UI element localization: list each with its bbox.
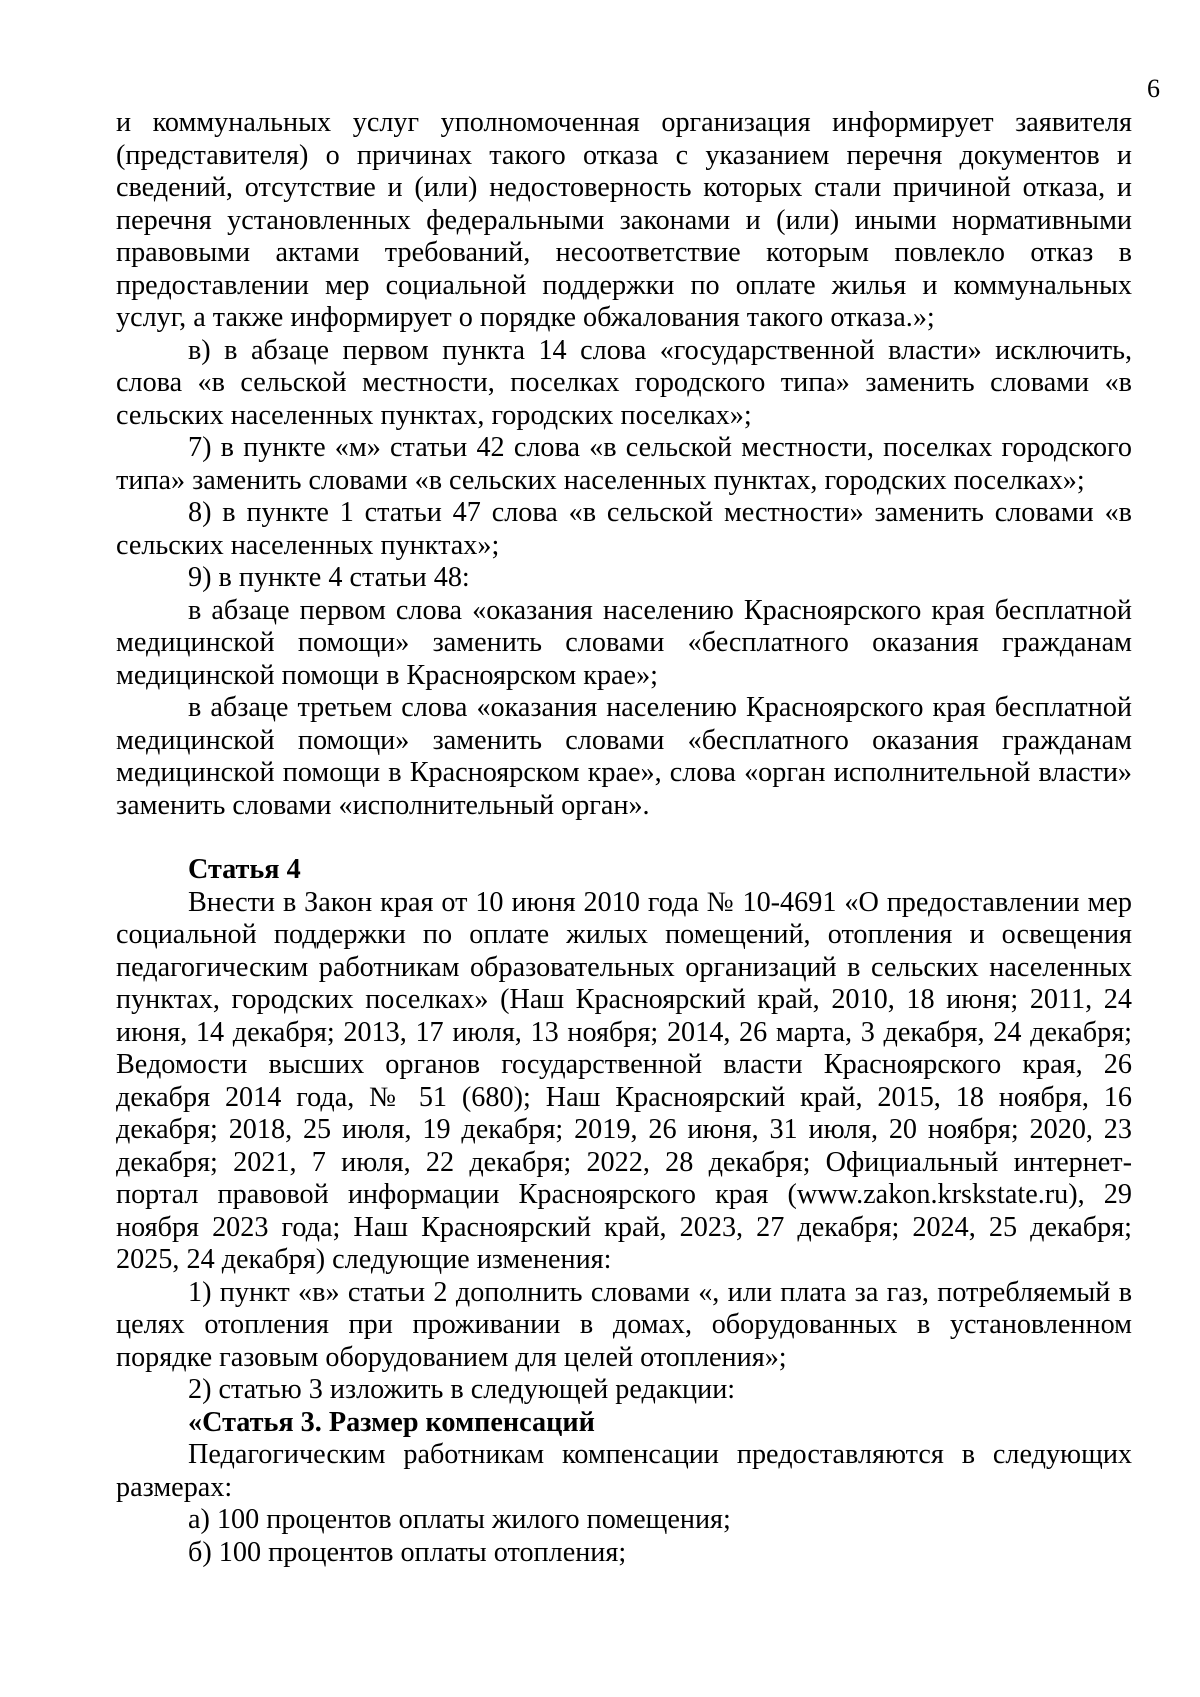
paragraph: в абзаце первом слова «оказания населению Красноярского края бесплатной медицинской помощи» заменить словами «бесплатного оказания гражданам медицинской помощи в Красноярском крае»; [116,594,1132,691]
paragraph: Педагогическим работникам компенсации предоставляются в следующих размерах: [116,1439,1132,1503]
page-number: 6 [1147,74,1160,103]
article-subheading: «Статья 3. Размер компенсаций [188,1406,595,1438]
paragraph: 9) в пункте 4 статьи 48: [188,562,470,593]
paragraph: 1) пункт «в» статьи 2 дополнить словами «, или плата за газ, потребляемый в целях отопления при проживании в домах, оборудованных в установленном порядке газовым оборудованием для целей отопления»; [116,1276,1132,1373]
paragraph: 8) в пункте 1 статьи 47 слова «в сельской местности» заменить словами «в сельских населенных пунктах»; [116,497,1132,561]
paragraph: 2) статью 3 изложить в следующей редакции: [188,1374,736,1405]
document-body [116,107,1132,1569]
article-heading: Статья 4 [188,854,301,885]
paragraph: и коммунальных услуг уполномоченная организация информирует заявителя (представителя) о причинах такого отказа с указанием перечня документов и сведений, отсутствие и (или) недостоверность которых стали причиной отказа, и перечня установленных федеральными законами и (или) иными нормативными правовыми актами требований, несоответствие которым повлекло отказ в предоставлении мер социальной поддержки по оплате жилья и коммунальных услуг, а также информирует о порядке обжалования такого отказа.»; [116,107,1132,333]
paragraph: в абзаце третьем слова «оказания населению Красноярского края бесплатной медицинской помощи» заменить словами «бесплатного оказания гражданам медицинской помощи в Красноярском крае», слова «орган исполнительной власти» заменить словами «исполнительный орган». [116,692,1132,821]
paragraph: 7) в пункте «м» статьи 42 слова «в сельской местности, поселках городского типа» заменить словами «в сельских населенных пунктах, городских поселках»; [116,432,1132,496]
paragraph: а) 100 процентов оплаты жилого помещения; [188,1504,731,1535]
paragraph: б) 100 процентов оплаты отопления; [188,1536,627,1568]
paragraph: Внести в Закон края от 10 июня 2010 года № 10-4691 «О предоставлении мер социальной поддержки по оплате жилых помещений, отопления и освещения педагогическим работникам образовательных организаций в сельских населенных пунктах, городских поселках» (Наш Красноярский край, 2010, 18 июня; 2011, 24 июня, 14 декабря; 2013, 17 июля, 13 ноября; 2014, 26 марта, 3 декабря, 24 декабря; Ведомости высших органов государственной власти Красноярского края, 26 декабря 2014 года, № 51 (680); Наш Красноярский край, 2015, 18 ноября, 16 декабря; 2018, 25 июля, 19 декабря; 2019, 26 июня, 31 июля, 20 ноября; 2020, 23 декабря; 2021, 7 июля, 22 декабря; 2022, 28 декабря; Официальный интернет-портал правовой информации Красноярского края (www.zakon.krskstate.ru), 29 ноября 2023 года; Наш Красноярский край, 2023, 27 декабря; 2024, 25 декабря; 2025, 24 декабря) следующие изменения: [116,886,1132,1275]
paragraph: в) в абзаце первом пункта 14 слова «государственной власти» исключить, слова «в сельской местности, поселках городского типа» заменить словами «в сельских населенных пунктах, городских поселках»; [116,334,1132,431]
section-gap [116,822,1132,854]
